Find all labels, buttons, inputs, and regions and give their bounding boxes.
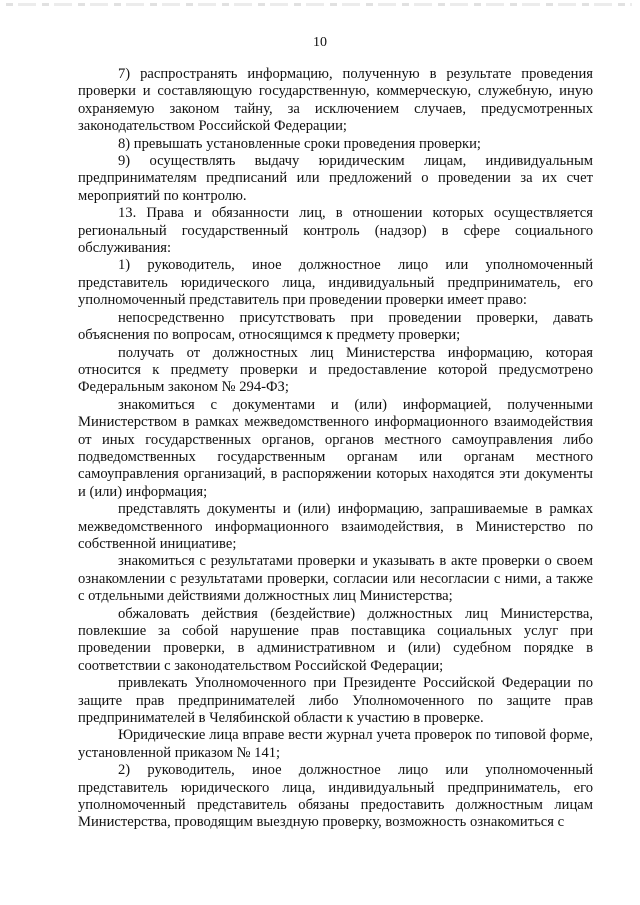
paragraph: привлекать Уполномоченного при Президенте Российской Федерации по защите прав предпринимателей либо Уполномоченного по защите прав предпринимателей в Челябинской области к участию в проверке. xyxy=(78,675,593,727)
paragraph: получать от должностных лиц Министерства информацию, которая относится к предмету проверки и предоставление которой предусмотрено Федеральным законом № 294-ФЗ; xyxy=(78,344,593,396)
paragraph: знакомиться с результатами проверки и указывать в акте проверки о своем ознакомлении с результатами проверки, согласии или несогласии с ними, а также с отдельными действиями должностных лиц Министерства; xyxy=(78,553,593,605)
paragraph: знакомиться с документами и (или) информацией, полученными Министерством в рамках межведомственного информационного взаимодействия от иных государственных органов, органов местного самоуправления либо подведомственных государственным органам или органам местного самоуправления организаций, в распоряжении которых находятся эти документы и (или) информация; xyxy=(78,396,593,500)
paragraph: 13. Права и обязанности лиц, в отношении которых осуществляется региональный государственный контроль (надзор) в сфере социального обслуживания: xyxy=(78,205,593,257)
document-body xyxy=(78,66,593,832)
paragraph: 8) превышать установленные сроки проведения проверки; xyxy=(118,135,481,152)
paragraph: обжаловать действия (бездействие) должностных лиц Министерства, повлекшие за собой нарушение прав поставщика социальных услуг при проведении проверки, в административном и (или) судебном порядке в соответствии с законодательством Российской Федерации; xyxy=(78,605,593,674)
page-number: 10 xyxy=(313,35,327,50)
paragraph: Юридические лица вправе вести журнал учета проверок по типовой форме, установленной приказом № 141; xyxy=(78,727,593,761)
paragraph: непосредственно присутствовать при проведении проверки, давать объяснения по вопросам, относящимся к предмету проверки; xyxy=(78,309,593,344)
paragraph: 7) распространять информацию, полученную в результате проведения проверки и составляющую государственную, коммерческую, служебную, иную охраняемую законом тайну, за исключением случаев, предусмотренных законодательством Российской Федерации; xyxy=(78,66,593,135)
paragraph: 1) руководитель, иное должностное лицо или уполномоченный представитель юридического лица, индивидуальный предприниматель, его уполномоченный представитель при проведении проверки имеет право: xyxy=(78,257,593,309)
scan-edge-artifact xyxy=(6,3,632,6)
paragraph: 9) осуществлять выдачу юридическим лицам, индивидуальным предпринимателям предписаний или предложений о проведении за их счет мероприятий по контролю. xyxy=(78,153,593,204)
paragraph: 2) руководитель, иное должностное лицо или уполномоченный представитель юридического лица, индивидуальный предприниматель, его уполномоченный представитель обязаны предоставить должностным лицам Министерства, проводящим выездную проверку, возможность ознакомиться с xyxy=(78,762,593,831)
paragraph: представлять документы и (или) информацию, запрашиваемые в рамках межведомственного информационного взаимодействия, в Министерство по собственной инициативе; xyxy=(78,501,593,552)
